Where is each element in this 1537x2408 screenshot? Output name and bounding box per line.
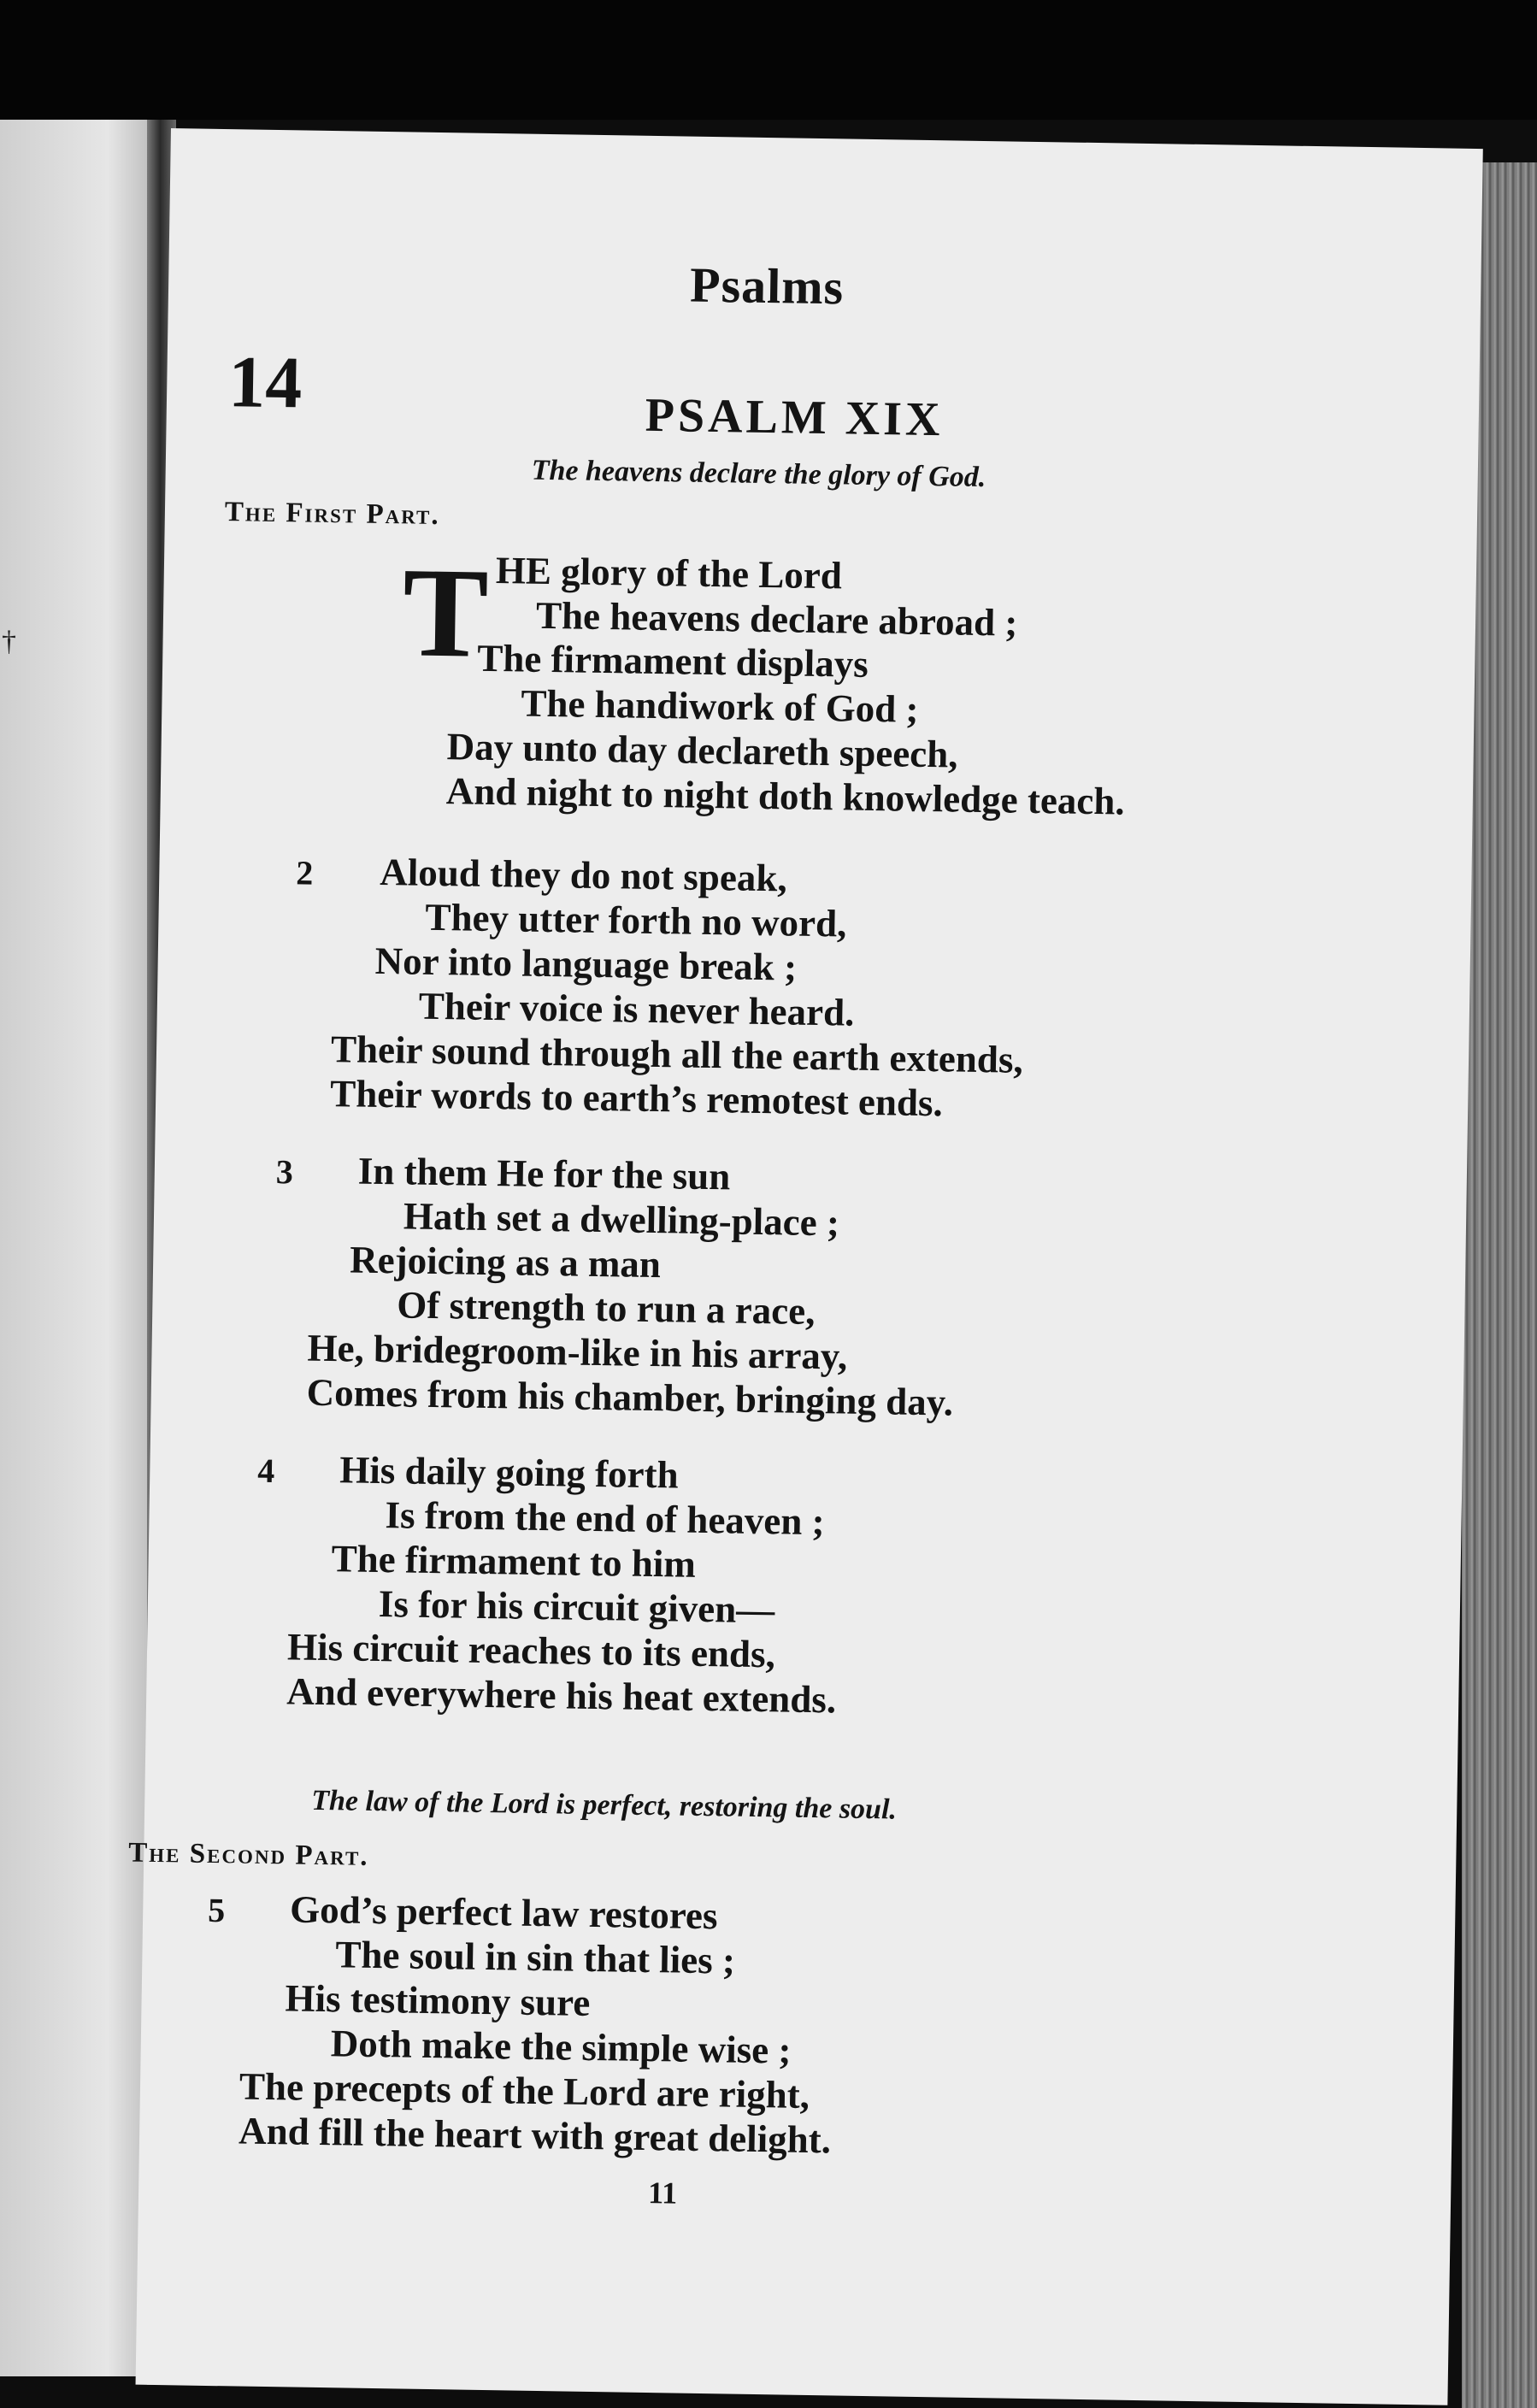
part-heading-second: The Second Part. (128, 1837, 369, 1872)
scan-background (0, 0, 1537, 120)
stanza-5-line-5: The precepts of the Lord are right, (238, 2064, 810, 2117)
stanza-3-line-6: Comes from his chamber, bringing day. (306, 1370, 954, 1424)
part-heading-first: The First Part. (224, 497, 440, 531)
stanza-5-line-1: God’s perfect law restores (289, 1887, 718, 1938)
stanza-5-line-4: Doth make the simple wise ; (330, 2022, 792, 2072)
stanza-3-line-4: Of strength to run a race, (397, 1283, 816, 1334)
stanza-1-line-5: Day unto day declareth speech, (446, 725, 958, 776)
stanza-5-line-3: His testimony sure (285, 1976, 591, 2024)
folio-number: 11 (647, 2175, 678, 2211)
stanza-1-line-4: The handiwork of God ; (521, 681, 919, 731)
argument-first-part: The heavens declare the glory of God. (531, 454, 986, 494)
verse-number-5: 5 (207, 1890, 226, 1930)
stanza-1-line-1: HE glory of the Lord (495, 549, 843, 598)
stanza-3-line-1: In them He for the sun (357, 1149, 731, 1198)
facing-page-edge (0, 120, 154, 2376)
stanza-2-line-5: Their sound through all the earth extends, (330, 1027, 1024, 1081)
running-head: Psalms (689, 256, 845, 315)
stanza-5-line-2: The soul in sin that lies ; (335, 1933, 736, 1982)
stanza-2-line-6: Their words to earth’s remotest ends. (329, 1072, 944, 1125)
stanza-3-line-3: Rejoicing as a man (349, 1238, 662, 1286)
book-page (128, 128, 1483, 2405)
stanza-3-line-2: Hath set a dwelling-place ; (403, 1194, 840, 1245)
drop-cap: T (401, 541, 490, 685)
verse-number-2: 2 (295, 853, 314, 892)
page-number: 14 (227, 340, 303, 424)
stanza-2-line-3: Nor into language break ; (374, 939, 798, 989)
stanza-4-line-4: Is for his circuit given— (378, 1582, 775, 1632)
stanza-1-line-2: The heavens declare abroad ; (535, 593, 1018, 645)
stanza-2-line-4: Their voice is never heard. (418, 984, 855, 1034)
stanza-1-line-3: The firmament displays (476, 636, 869, 686)
verse-number-4: 4 (256, 1451, 275, 1491)
stanza-2-line-2: They utter forth no word, (425, 895, 847, 945)
argument-second-part: The law of the Lord is perfect, restoring the soul. (311, 1784, 898, 1826)
stanza-3-line-5: He, bridegroom-like in his array, (307, 1326, 848, 1378)
stanza-5-line-6: And fill the heart with great delight. (238, 2109, 832, 2162)
stanza-2-line-1: Aloud they do not speak, (379, 850, 788, 900)
verse-number-3: 3 (275, 1152, 294, 1192)
stanza-4-line-5: His circuit reaches to its ends, (286, 1625, 776, 1676)
stanza-4-line-1: His daily going forth (339, 1448, 680, 1497)
stanza-1-line-6: And night to night doth knowledge teach. (445, 769, 1126, 823)
stanza-4-line-2: Is from the end of heaven ; (385, 1493, 826, 1544)
psalm-title: PSALM XIX (645, 388, 944, 447)
stanza-4-line-3: The firmament to him (331, 1537, 697, 1586)
stanza-4-line-6: And everywhere his heat extends. (286, 1669, 837, 1722)
facing-page-mark: † (2, 626, 16, 657)
